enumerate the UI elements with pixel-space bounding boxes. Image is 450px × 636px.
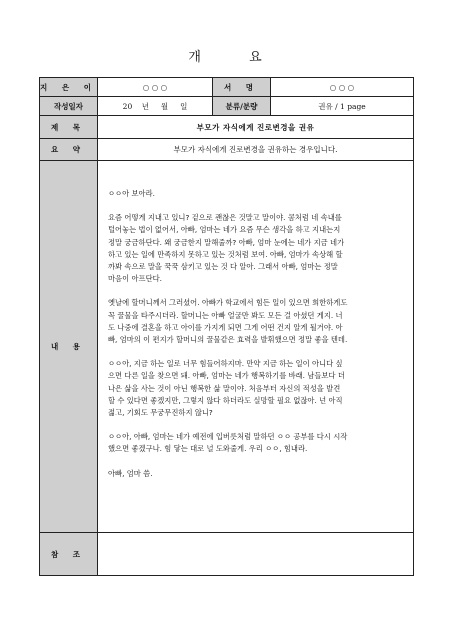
subject-value: 부모가 자식에게 진로변경을 권유 [98, 116, 414, 139]
date-value: 20 년 월 일 [98, 97, 213, 116]
content-row [40, 161, 414, 533]
content-paragraph: 옛날에 할머니께서 그러셨어. 아빠가 학교에서 힘든 일이 있으면 희한하게도 꼭 꿀물을 타주시더라. 할머니는 아빠 얼굴만 봐도 모든 걸 아셨던 게지. 너 도 나중에 결혼을 하고 아이를 가지게 되면 그게 어떤 건지 알게 될거야. 아 빠, 엄마의 이 편지가 할머니의 꿀물같은 효력을 발휘했으면 정말 좋을 텐데. [108, 298, 348, 345]
signature-label: 서 명 [213, 78, 271, 97]
reference-value [98, 533, 414, 576]
content-paragraph: 요즘 어떻게 지내고 있니? 겉으로 괜찮은 것말고 말이야. 콤처럼 네 속내를 털어놓는 법이 없어서, 아빠, 엄마는 네가 요즘 무슨 생각을 하고 지내는지 정말 궁금하단다. 왜 궁금한지 말해줄까? 아빠, 엄마 눈에는 네가 지금 네가 하고 있는 일에 만족하지 못하고 있는 것처럼 보여. 아빠, 엄마가 속상해 할 까봐 속으로 말을 꾹꾹 삼키고 있는 것 다 알아. 그래서 아빠, 엄마는 정말 마음이 아프단다. [108, 213, 345, 284]
content-label: 내 용 [40, 161, 98, 533]
content-paragraph: ㅇㅇ아, 지금 하는 일로 너무 힘들어하지마. 만약 지금 하는 일이 아니다 싶 으면 다른 일을 찾으면 돼. 아빠, 엄마는 네가 행복하기를 바래. 남들보다 더 나은 삶을 사는 것이 아닌 행복한 삶 말이야. 처음부터 자신의 적성을 발견 할 수 있다면 좋겠지만, 그렇지 않다 하더라도 실망할 필요 없잖아. 넌 아직 젊고, 기회도 무궁무진하지 않니? [108, 359, 345, 418]
signature-value: ○ ○ ○ [271, 78, 414, 97]
author-value: ○ ○ ○ [98, 78, 213, 97]
subject-label: 제 목 [40, 116, 98, 139]
content-paragraph: 아빠, 엄마 씀. [108, 468, 153, 478]
content-body [98, 161, 414, 533]
category-label: 분류/분량 [213, 97, 271, 116]
author-label: 지 은 이 [40, 78, 98, 97]
content-text [98, 161, 413, 502]
reference-row [40, 533, 414, 576]
document-table [39, 77, 414, 576]
date-row [40, 97, 414, 116]
content-paragraph: ㅇㅇ아, 아빠, 엄마는 네가 예전에 입버릇처럼 말하던 ㅇㅇ 공부를 다시 시작 했으면 좋겠구나. 힘 닿는 대로 널 도와줄게. 우리 ㅇㅇ, 힘내라. [108, 432, 348, 454]
document-title: 개 요 [188, 50, 284, 65]
summary-row [40, 139, 414, 161]
reference-label: 참 조 [40, 533, 98, 576]
subject-row [40, 116, 414, 139]
summary-label: 요 약 [40, 139, 98, 161]
date-label: 작성일자 [40, 97, 98, 116]
summary-value: 부모가 자식에게 진로변경을 권유하는 경우입니다. [98, 139, 414, 161]
content-paragraph: ㅇㅇ아 보아라. [108, 189, 155, 198]
author-row [40, 78, 414, 97]
category-value: 권유 / 1 page [271, 97, 414, 116]
